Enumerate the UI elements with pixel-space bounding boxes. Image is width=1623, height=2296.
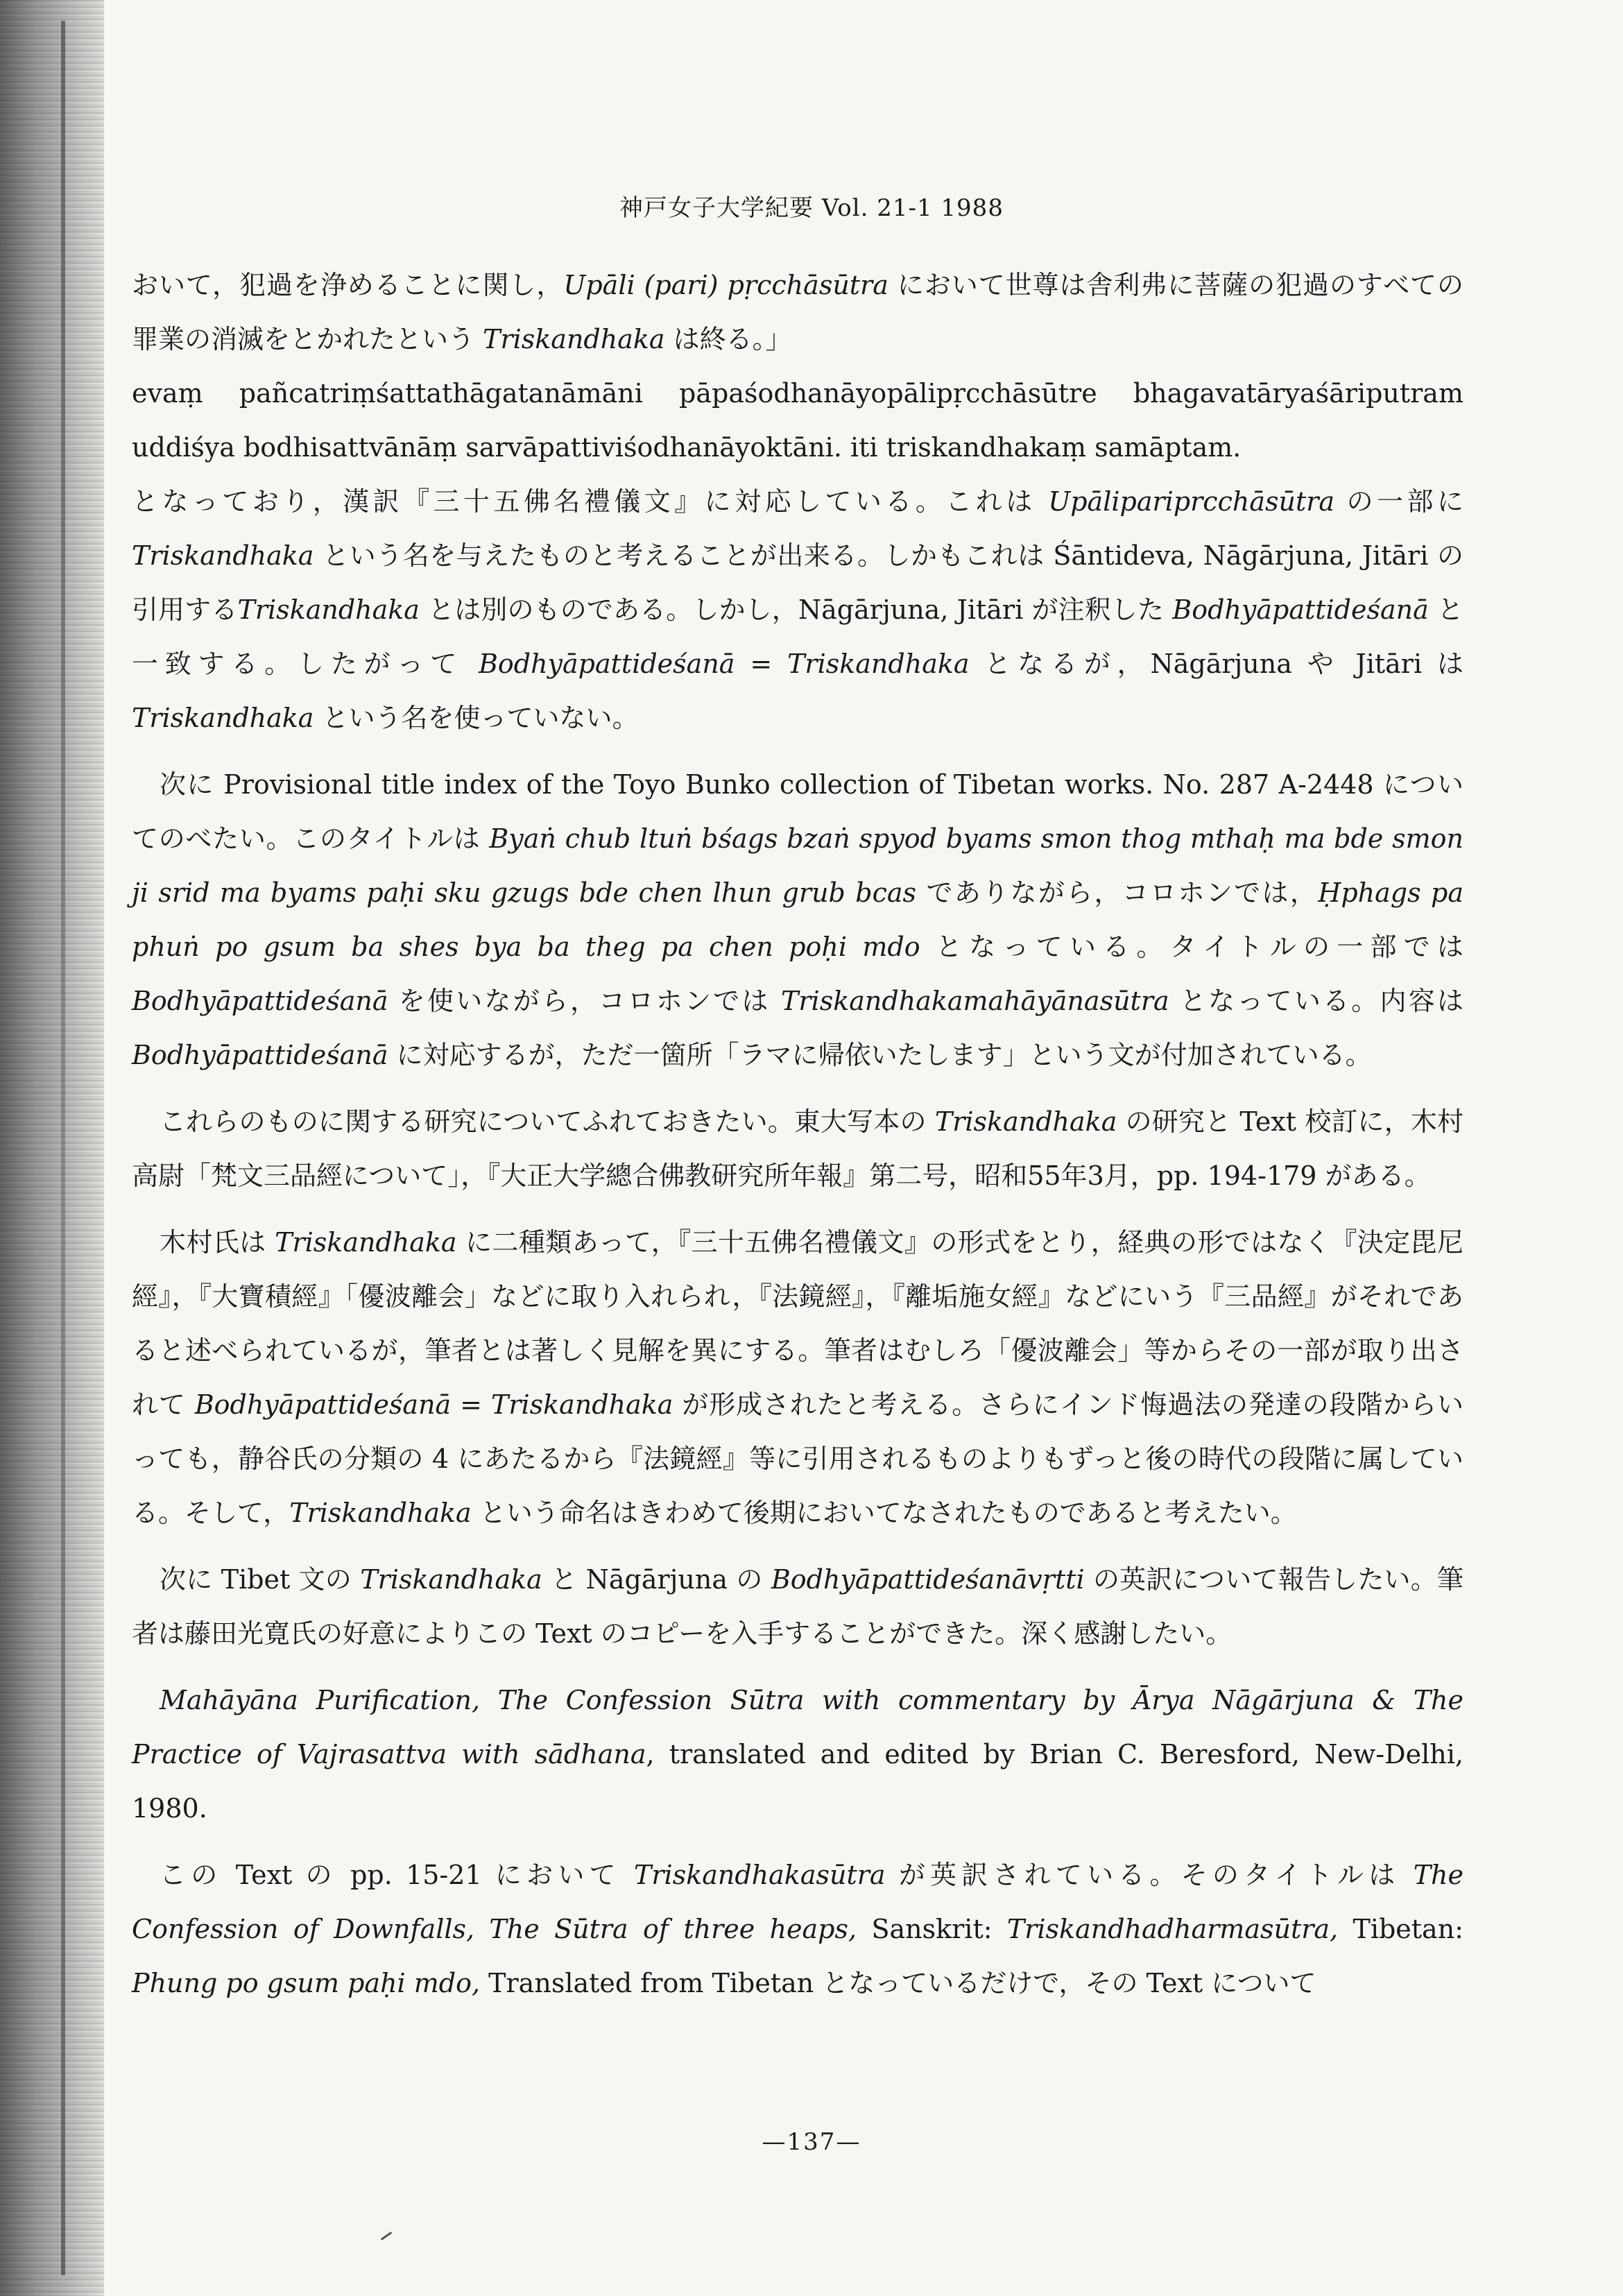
text-run: Tibetan:	[1338, 1914, 1463, 1944]
italic-term: Triskandhaka	[483, 324, 665, 354]
text-run: , translated and edited by Brian C. Beresford, New-Delhi, 1980.	[132, 1739, 1463, 1824]
text-run: 木村氏は	[160, 1227, 275, 1258]
text-run: という名を与えたものと考えることが出来る。しかもこれは Śāntideva, Nāgārjuna, Jitāri の引用する	[132, 540, 1463, 625]
paragraph-1	[132, 258, 1463, 366]
text-run: おいて，犯過を浄めることに関し，	[132, 270, 564, 300]
text-run: の研究と Text 校訂に，木村高尉「梵文三品經について」，『大正大学總合佛教研究所年報』第二号，昭和55年3月，pp. 194-179 がある。	[132, 1106, 1464, 1191]
paragraph-5	[132, 1095, 1463, 1203]
italic-term: Triskandhaka	[132, 703, 314, 733]
italic-term: Byaṅ chub ltuṅ bśags bzaṅ spyod byams smon thog mthaḥ ma bde smon ji srid ma byams paḥi sku gzugs bde chen lhun grub bcas	[132, 823, 1463, 908]
italic-term: The Confession of Downfalls, The Sūtra of three heaps,	[132, 1860, 1463, 1944]
text-run: を使いながら，コロホンでは	[388, 986, 782, 1016]
italic-term: Bodhyāpattideśanā	[194, 1389, 452, 1420]
text-run: という名を使っていない。	[314, 703, 639, 733]
italic-term: Phung po gsum paḥi mdo,	[132, 1968, 481, 1998]
text-run: の英訳について報告したい。筆者は藤田光寛氏の好意によりこの Text のコピーを入手することができた。深く感謝したい。	[132, 1564, 1463, 1649]
italic-term: Triskandhaka	[490, 1389, 673, 1420]
italic-term: Triskandhadharmasūtra,	[1006, 1914, 1339, 1944]
italic-term: Bodhyāpattideśanā	[478, 649, 735, 679]
italic-term: Triskandhaka	[275, 1227, 457, 1258]
italic-term: Bodhyāpattideśanā	[132, 1040, 388, 1070]
paragraph-9	[132, 1848, 1463, 2010]
italic-term: Bodhyāpattideśanā	[1172, 594, 1429, 625]
text-run: この Text の pp. 15-21 において	[160, 1860, 635, 1890]
text-run: Sanskrit:	[857, 1914, 1007, 1944]
binding-line	[61, 21, 65, 2275]
paragraph-7	[132, 1552, 1463, 1661]
scan-shadow-edge	[0, 0, 104, 2296]
text-run: となっている。タイトルの一部では	[920, 932, 1463, 962]
text-run: に対応するが，ただ一箇所「ラマに帰依いたします」という文が付加されている。	[388, 1040, 1372, 1070]
paragraph-3	[132, 474, 1463, 745]
text-run: という命名はきわめて後期においてなされたものであると考えたい。	[471, 1498, 1297, 1528]
text-run: と Nāgārjuna の	[542, 1564, 771, 1595]
text-run: evaṃ pañcatriṃśattathāgatanāmāni pāpaśodhanāyopālipṛcchāsūtre bhagavatāryaśāriputram uddiśya bodhisattvānāṃ sarvāpattiviśodhanāyoktāni. iti triskandhakaṃ samāptam.	[132, 378, 1463, 463]
paragraph-8	[132, 1673, 1463, 1835]
italic-term: Triskandhaka	[787, 649, 970, 679]
italic-term: Mahāyāna Purification, The Confession Sūtra with commentary by Ārya Nāgārjuna & The Practice of Vajrasattva with sādhana	[132, 1685, 1463, 1770]
paragraph-6	[132, 1215, 1463, 1540]
running-head: 神戸女子大学紀要 Vol. 21-1 1988	[619, 194, 1004, 222]
text-run: が形成されたと考える。さらにインド悔過法の発達の段階からいっても，静谷氏の分類の 4 にあたるから『法鏡經』等に引用されるものよりもずっと後の時代の段階に属している。そして，	[132, 1389, 1463, 1528]
text-run: Translated from Tibetan となっているだけで，その Text について	[480, 1968, 1316, 1998]
italic-term: Triskandhaka	[934, 1106, 1117, 1137]
text-run: の一部に	[1334, 486, 1463, 517]
text-run: これらのものに関する研究についてふれておきたい。東大写本の	[160, 1106, 935, 1137]
italic-term: Triskandhaka	[360, 1564, 542, 1595]
text-run: 次に Tibet 文の	[160, 1564, 361, 1595]
text-run: となっており，漢訳『三十五佛名禮儀文』に対応している。これは	[132, 486, 1049, 517]
text-run: は終る。」	[664, 324, 792, 354]
text-run: となっている。内容は	[1169, 986, 1463, 1016]
italic-term: Bodhyāpattideśanāvṛtti	[771, 1564, 1085, 1595]
italic-term: Triskandhaka	[132, 540, 314, 571]
paragraph-4	[132, 757, 1463, 1082]
text-run: =	[451, 1389, 491, 1420]
body-text	[132, 258, 1463, 2010]
italic-term: Upālipariprcchāsūtra	[1048, 486, 1335, 517]
italic-term: Ḥphags pa phuṅ po gsum ba shes bya ba theg pa chen poḥi mdo	[132, 877, 1464, 962]
italic-term: Triskandhakamahāyānasūtra	[781, 986, 1169, 1016]
text-run: とは別のものである。しかし，Nāgārjuna, Jitāri が注釈した	[419, 594, 1173, 625]
text-run: において世尊は舎利弗に菩薩の犯過のすべての罪業の消滅をとかれたという	[132, 270, 1464, 354]
text-run: =	[735, 649, 788, 679]
text-run: と一致する。したがって	[132, 594, 1463, 679]
text-run: に二種類あって，『三十五佛名禮儀文』の形式をとり，経典の形ではなく『決定毘尼經』，『大寶積經』「優波離会」などに取り入れられ，『法鏡經』，『離垢施女經』などにいう『三品經』がそれであると述べられているが，筆者とは著しく見解を異にする。筆者はむしろ「優波離会」等からその一部が取り出されて	[132, 1227, 1463, 1420]
italic-term: Bodhyāpattideśanā	[132, 986, 388, 1016]
italic-term: Triskandhakasūtra	[634, 1860, 886, 1890]
italic-term: Triskandhaka	[237, 594, 420, 625]
paragraph-2	[132, 366, 1463, 474]
page-number: —137—	[762, 2128, 861, 2156]
italic-term: Triskandhaka	[289, 1498, 472, 1528]
italic-term: Upāli (pari) pṛcchāsūtra	[563, 270, 888, 300]
text-run: となるが，Nāgārjuna や Jitāri は	[969, 649, 1463, 679]
text-run: 次に Provisional title index of the Toyo Bunko collection of Tibetan works. No. 287 A-2448 についてのべたい。このタイトルは	[132, 769, 1463, 854]
scan-speck	[381, 2231, 392, 2241]
text-run: でありながら，コロホンでは，	[916, 877, 1319, 908]
text-run: が英訳されている。そのタイトルは	[885, 1860, 1414, 1890]
